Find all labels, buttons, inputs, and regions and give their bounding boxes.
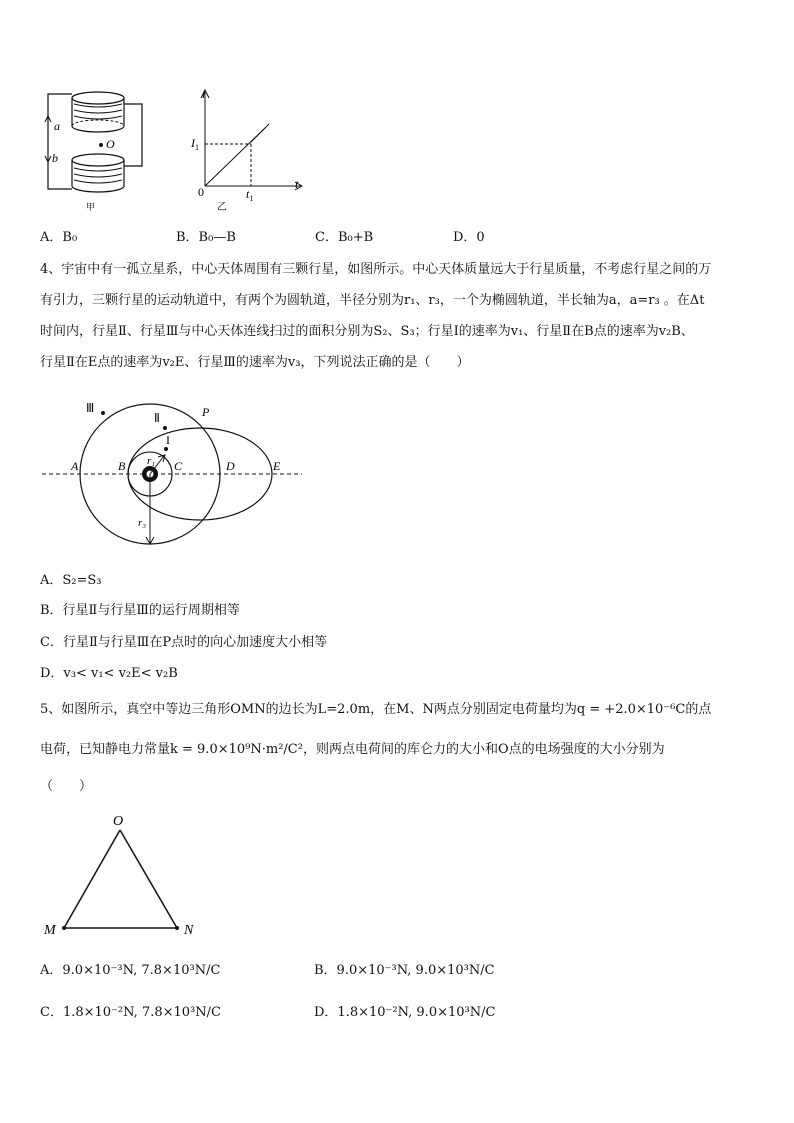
q4-option-b: B．行星Ⅱ与行星Ⅲ的运行周期相等 xyxy=(40,603,240,618)
q5-stem-line-1: 5、如图所示，真空中等边三角形OMN的边长为L=2.0m，在M、N两点分别固定电荷量均为q = +2.0×10⁻⁶C的点 xyxy=(40,702,712,717)
coil-label-o: O xyxy=(106,137,115,151)
coil-caption: 甲 xyxy=(86,202,96,212)
orbit-label-p: P xyxy=(202,405,210,419)
orbit-label-iii: Ⅲ xyxy=(86,401,95,415)
orbit-label-r3: r₃ xyxy=(138,517,147,529)
orbit-label-c: C xyxy=(174,459,183,473)
graph-axis-t: t xyxy=(295,177,299,191)
q3-figure-it-graph xyxy=(185,86,310,216)
q5-option-d: D．1.8×10⁻²N, 9.0×10³N/C xyxy=(314,1005,496,1020)
q5-option-c: C．1.8×10⁻²N, 7.8×10³N/C xyxy=(40,1005,221,1020)
triangle-label-n: N xyxy=(184,923,194,938)
q4-stem-line-1: 4、宇宙中有一孤立星系，中心天体周围有三颗行星，如图所示。中心天体质量远大于行星质量，不考虑行星之间的万 xyxy=(40,262,712,277)
q4-stem-line-3: 时间内，行星Ⅱ、行星Ⅲ与中心天体连线扫过的面积分别为S₂、S₃；行星Ⅰ的速率为v₁、行星Ⅱ在B点的速率为v₂B、 xyxy=(40,324,694,339)
q4-option-c: C．行星Ⅱ与行星Ⅲ在P点时的向心加速度大小相等 xyxy=(40,635,328,650)
graph-axis-i: i xyxy=(202,87,206,101)
graph-origin: 0 xyxy=(198,185,204,199)
q4-option-d: D．v₃< v₁< v₂E< v₂B xyxy=(40,666,178,681)
q5-option-a: A．9.0×10⁻³N, 7.8×10³N/C xyxy=(40,963,221,978)
orbit-label-r1: r₁ xyxy=(147,455,156,467)
q4-stem-line-2: 有引力，三颗行星的运动轨道中，有两个为圆轨道，半径分别为r₁、r₃，一个为椭圆轨道，半长轴为a，a=r₃ 。在Δt xyxy=(40,293,705,308)
q5-figure-triangle xyxy=(40,810,210,940)
triangle-label-m: M xyxy=(44,923,56,938)
orbit-label-ii: Ⅱ xyxy=(154,411,160,425)
q5-stem-line-2: 电荷，已知静电力常量k = 9.0×10⁹N·m²/C²，则两点电荷间的库仑力的大小和O点的电场强度的大小分别为 xyxy=(40,742,665,757)
q5-stem-line-3: （ ） xyxy=(40,779,93,794)
q3-option-d: D．0 xyxy=(453,230,485,245)
graph-level-i1: $I_1$ xyxy=(191,136,199,152)
q3-option-c: C．B₀+B xyxy=(315,230,374,245)
orbit-label-i: I xyxy=(166,433,170,447)
graph-time-t1: $t_1$ xyxy=(246,187,254,203)
q3-option-a: A．B₀ xyxy=(40,230,78,245)
orbit-label-d: D xyxy=(226,459,235,473)
graph-caption: 乙 xyxy=(217,202,227,213)
orbit-label-a: A xyxy=(71,459,79,473)
q4-figure-orbits xyxy=(40,390,310,555)
q4-option-a: A．S₂=S₃ xyxy=(40,573,102,588)
coil-label-b: b xyxy=(52,151,58,165)
q3-option-b: B．B₀—B xyxy=(176,230,236,245)
orbit-label-e: E xyxy=(273,459,281,473)
q4-stem-line-4: 行星Ⅱ在E点的速率为v₂E、行星Ⅲ的速率为v₃，下列说法正确的是（ ） xyxy=(40,355,470,370)
q3-figure-coils xyxy=(38,84,148,214)
coil-label-a: a xyxy=(54,119,60,133)
q5-option-b: B．9.0×10⁻³N, 9.0×10³N/C xyxy=(314,963,495,978)
triangle-label-o: O xyxy=(113,814,124,829)
orbit-label-b: B xyxy=(118,459,126,473)
